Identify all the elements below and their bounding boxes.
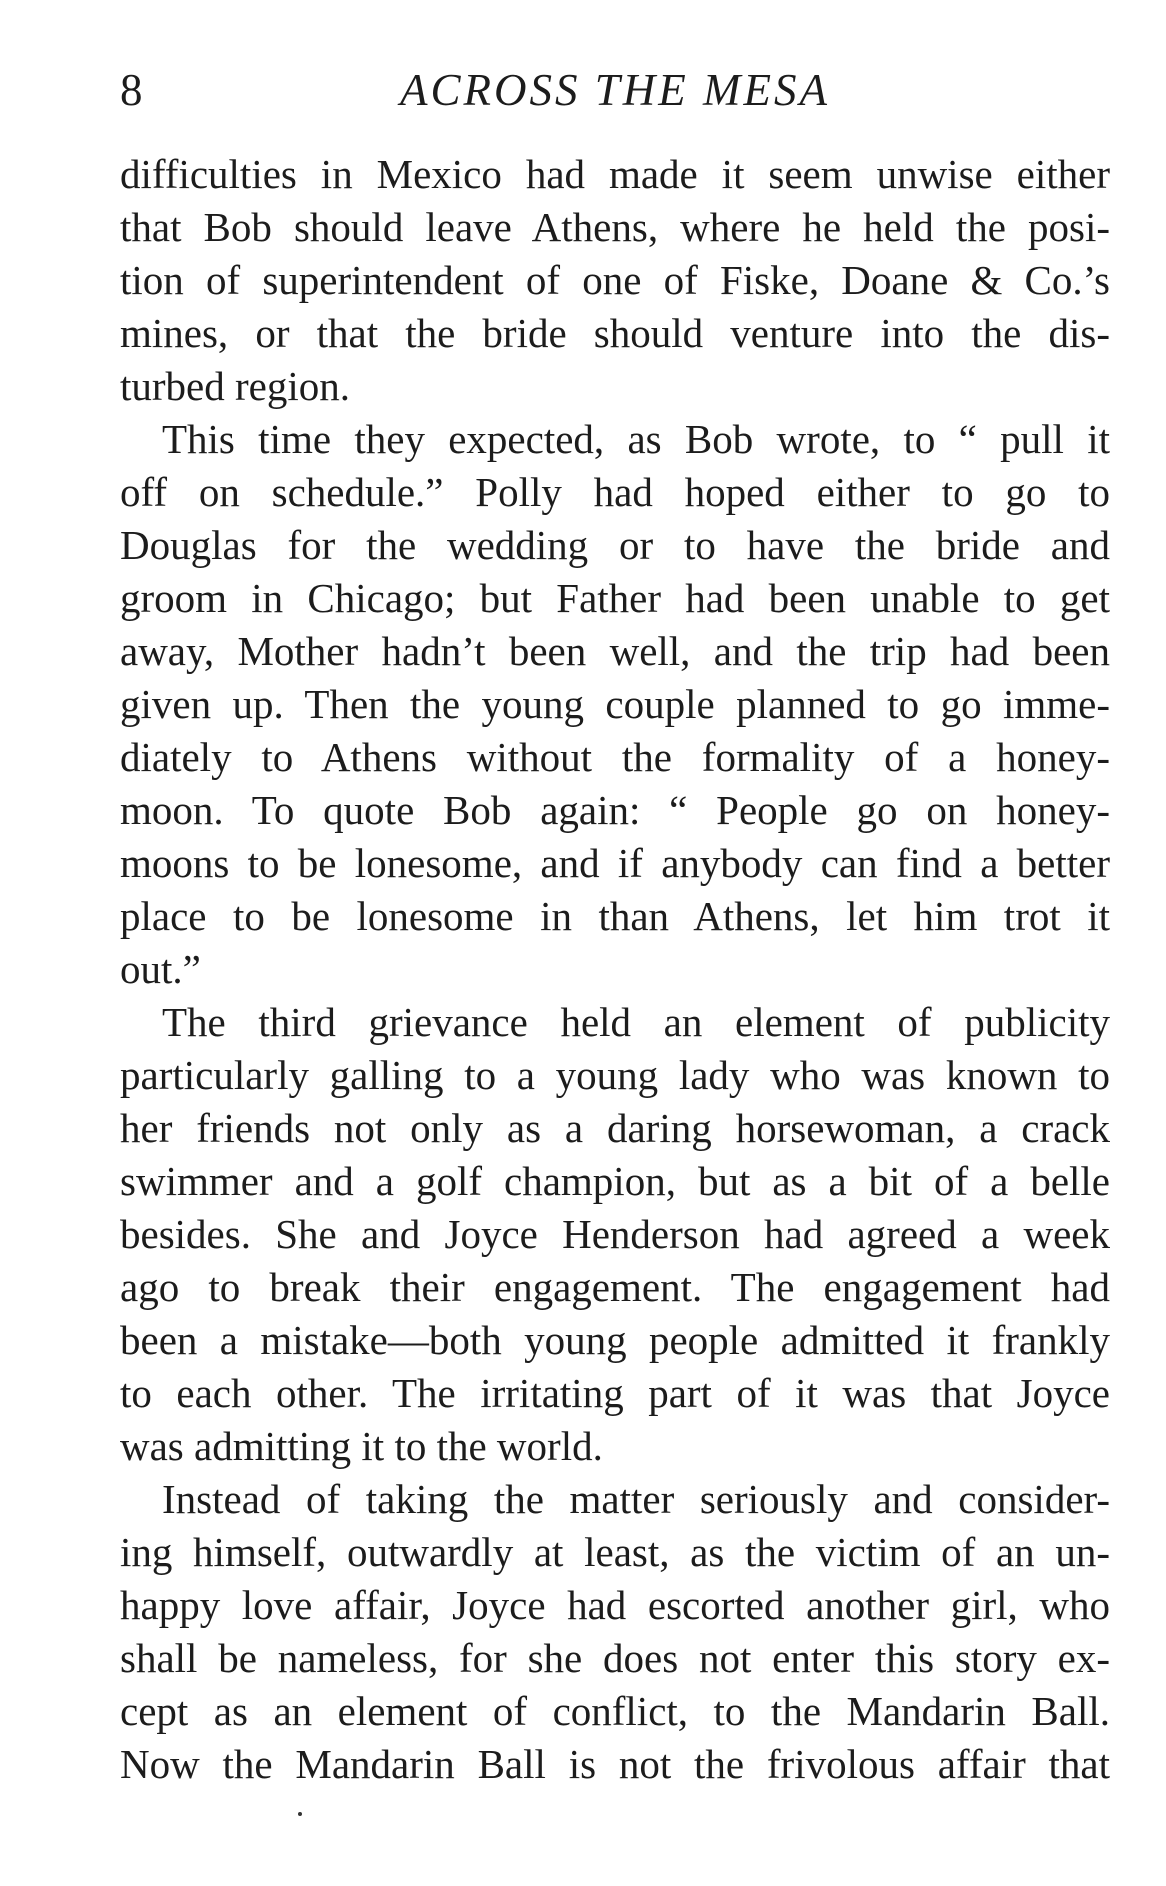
text-line: away, Mother hadn’t been well, and the trip had been [120,628,1110,674]
text-line: off on schedule.” Polly had hoped either to go to [120,469,1110,515]
text-line: tion of superintendent of one of Fiske, Doane & Co.’s [120,257,1110,303]
text-line: her friends not only as a daring horsewoman, a crack [120,1105,1110,1151]
text-line: Instead of taking the matter seriously and consider- [162,1476,1110,1522]
text-line: groom in Chicago; but Father had been unable to get [120,575,1110,621]
text-line: been a mistake—both young people admitted it frankly [120,1317,1110,1363]
text-line: place to be lonesome in than Athens, let him trot it [120,893,1110,939]
text-line: This time they expected, as Bob wrote, to “ pull it [162,416,1110,462]
text-line: to each other. The irritating part of it was that Joyce [120,1370,1110,1416]
text-line: swimmer and a golf champion, but as a bit of a belle [120,1158,1110,1204]
text-line: ago to break their engagement. The engagement had [120,1264,1110,1310]
print-speck [298,1812,302,1816]
text-line: Douglas for the wedding or to have the bride and [120,522,1110,568]
text-line: particularly galling to a young lady who was known to [120,1052,1110,1098]
text-line: shall be nameless, for she does not enter this story ex- [120,1635,1110,1681]
text-line: besides. She and Joyce Henderson had agreed a week [120,1211,1110,1257]
text-line: given up. Then the young couple planned to go imme- [120,681,1110,727]
text-line: that Bob should leave Athens, where he held the posi- [120,204,1110,250]
text-line: out.” [120,946,201,992]
text-line: turbed region. [120,363,350,409]
text-line: Now the Mandarin Ball is not the frivolous affair that [120,1741,1110,1787]
text-line: difficulties in Mexico had made it seem unwise either [120,151,1110,197]
text-line: cept as an element of conflict, to the Mandarin Ball. [120,1688,1110,1734]
text-line: The third grievance held an element of publicity [162,999,1110,1045]
text-line: mines, or that the bride should venture into the dis- [120,310,1110,356]
page-header [120,60,1110,120]
text-line: was admitting it to the world. [120,1423,603,1469]
text-line: diately to Athens without the formality of a honey- [120,734,1110,780]
text-line: ing himself, outwardly at least, as the victim of an un- [120,1529,1110,1575]
body-text [120,148,1110,1791]
running-title: ACROSS THE MESA [400,65,830,115]
text-line: moons to be lonesome, and if anybody can find a better [120,840,1110,886]
text-line: happy love affair, Joyce had escorted another girl, who [120,1582,1110,1628]
page-number: 8 [120,65,143,115]
text-line: moon. To quote Bob again: “ People go on honey- [120,787,1110,833]
